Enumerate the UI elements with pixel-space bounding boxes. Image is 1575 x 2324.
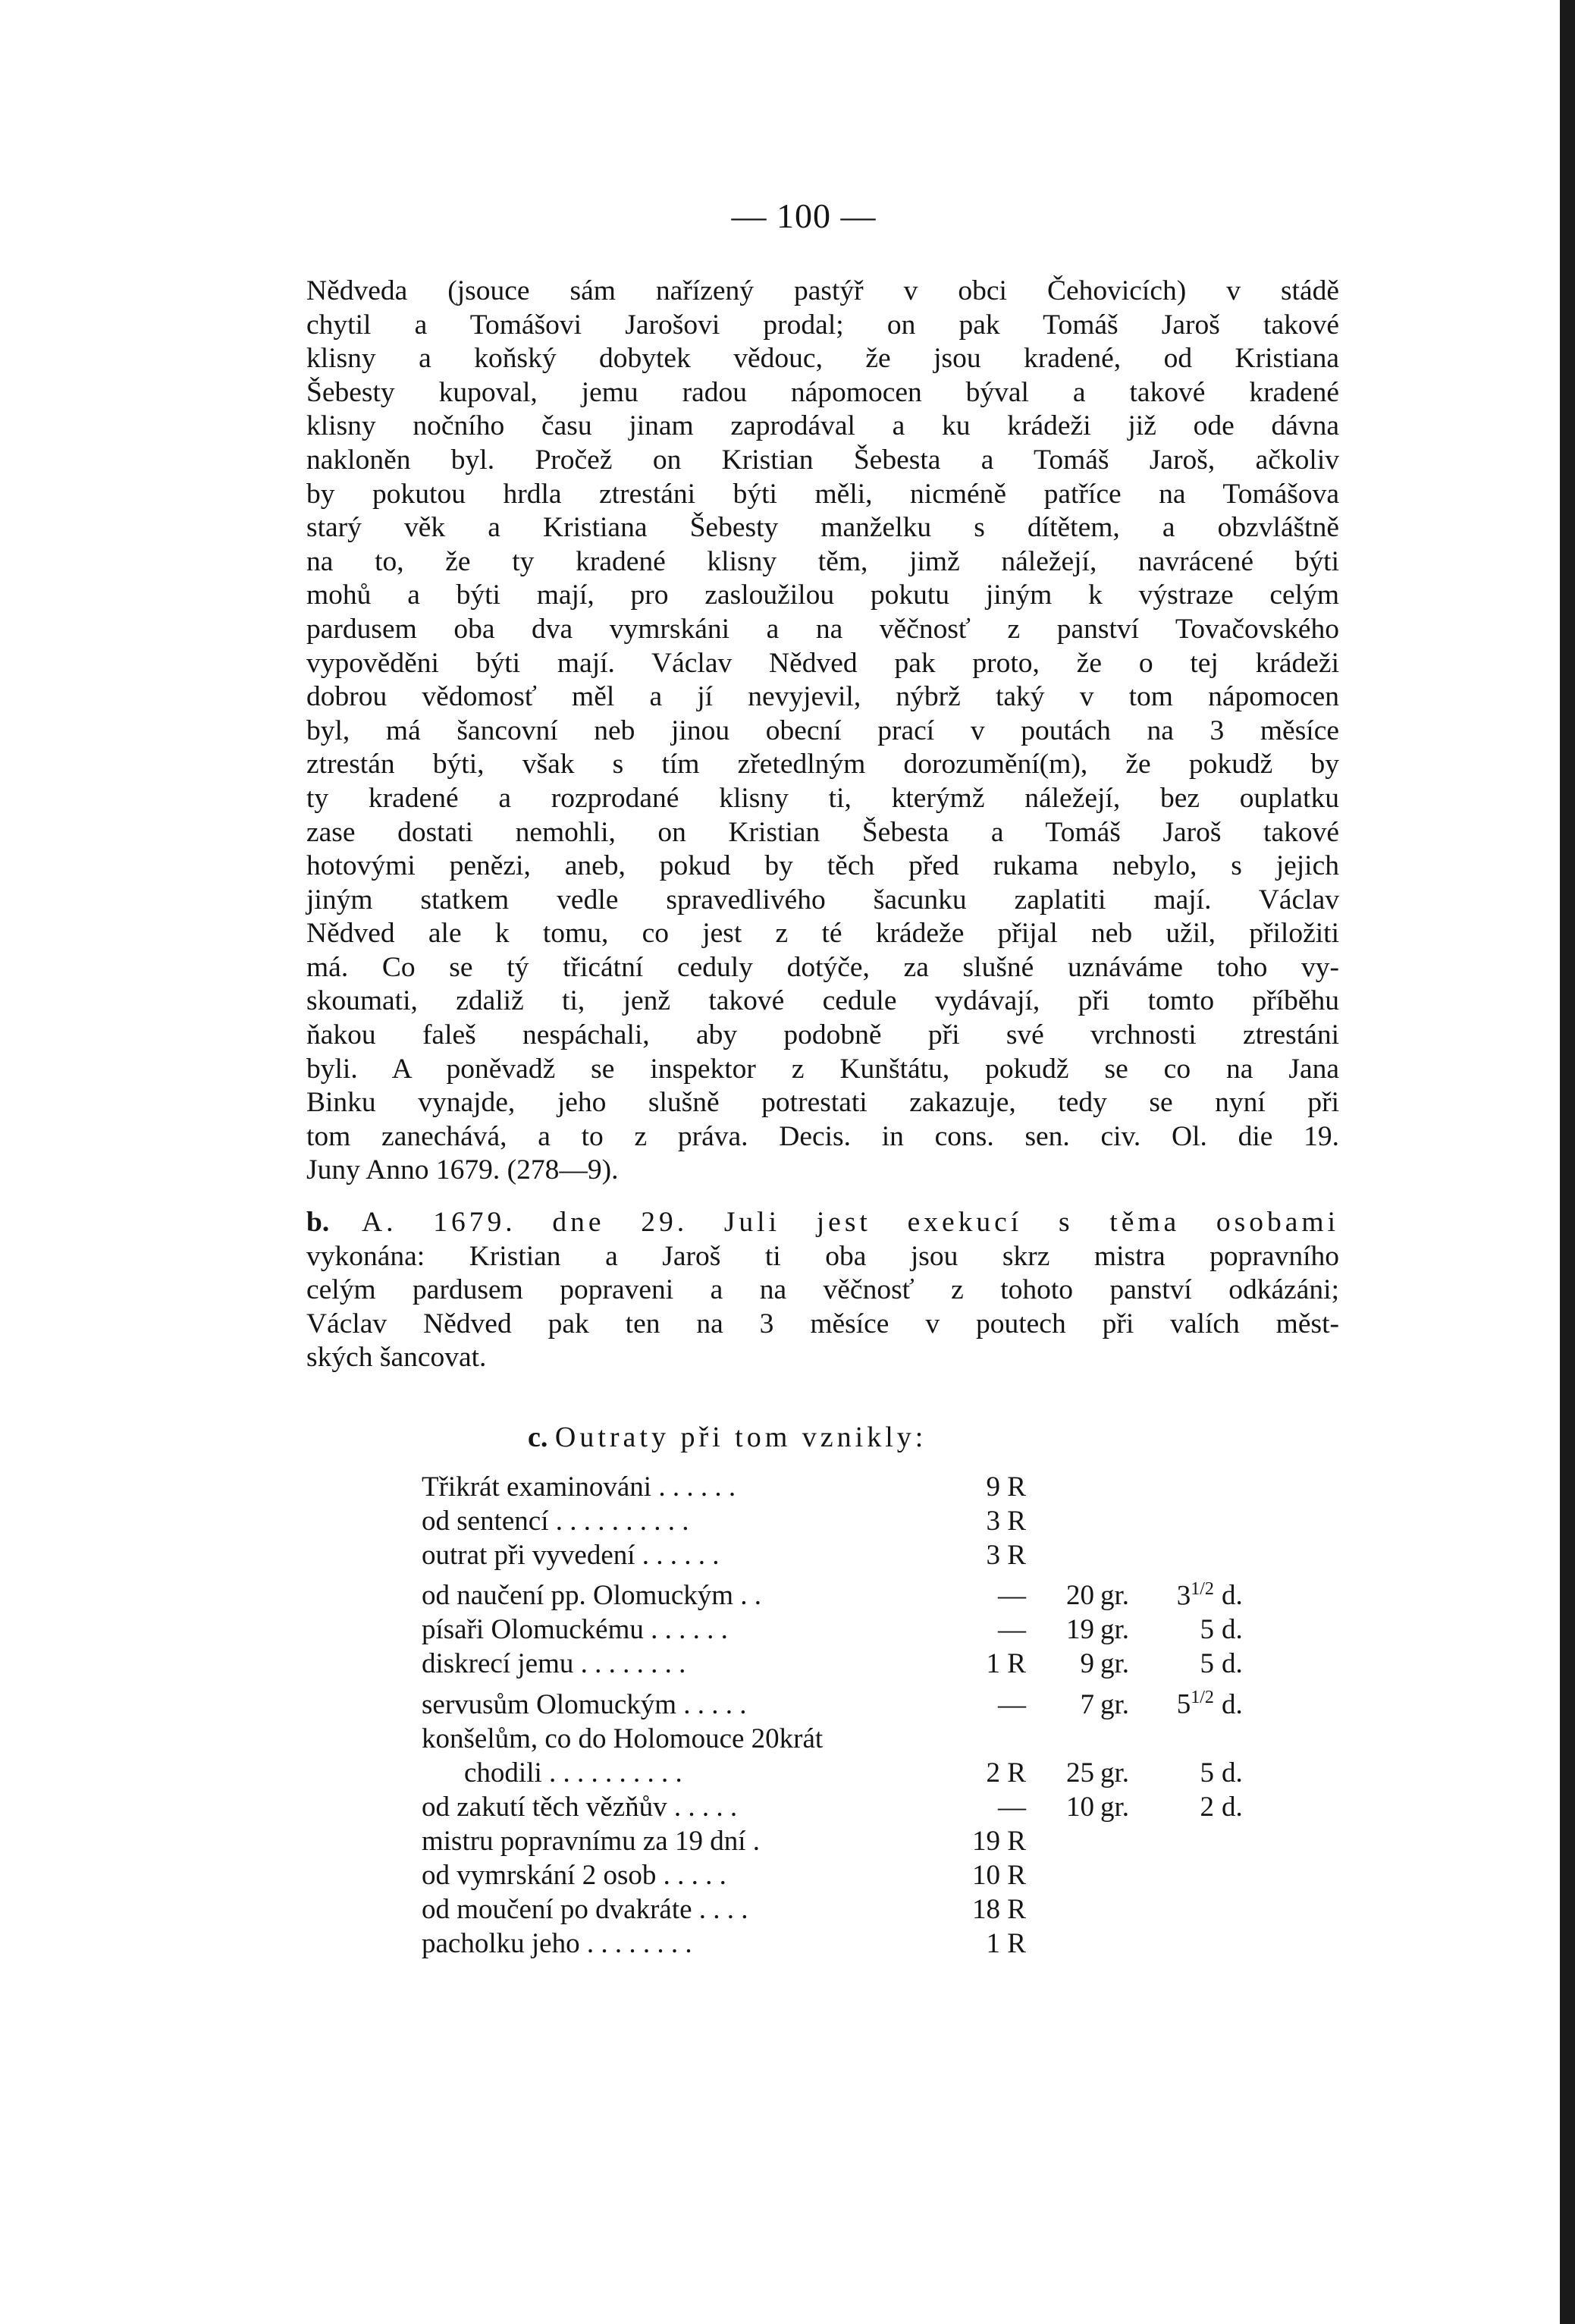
expense-groschen-unit: gr. [1100,1688,1129,1720]
expense-florins: 1 R [986,1648,1026,1680]
expense-denar-unit: d. [1221,1757,1243,1789]
section-b-line: Václav Nědved pak ten na 3 měsíce v poutech při valích měst- [306,1308,1339,1339]
expense-denar-value [1161,1824,1214,1858]
expense-denar-unit [1214,1722,1252,1756]
text-line: starý věk a Kristiana Šebesty manželku s dítětem, a obzvláštně [306,512,1339,544]
expense-denar-whole: 5 [1200,1757,1214,1789]
expense-groschen-unit [1094,1892,1161,1927]
expense-denar-whole: 5 [1200,1648,1214,1680]
section-b-heading: A. 1679. dne 29. Juli jest exekucí s těma osobami [361,1207,1339,1238]
text-line: tom zanechává, a to z práva. Decis. in cons. sen. civ. Ol. die 19. [306,1120,1339,1152]
expense-denar-value [1161,1722,1214,1756]
expense-denar-unit: d. [1221,1580,1243,1612]
expense-groschen-unit: gr. [1100,1791,1129,1823]
expense-item: diskrecí jemu . . . . . . . . [422,1648,686,1680]
expense-groschen-value: 7 [1080,1688,1094,1720]
text-line: na to, že ty kradené klisny těm, jimž náležejí, navrácené býti [306,545,1339,577]
expense-florins: 10 R [972,1859,1026,1891]
expense-denar-whole: 3 [1176,1580,1191,1612]
expense-groschen-unit [1094,1824,1161,1858]
section-b-body [306,1240,1339,1375]
section-b-line: celým pardusem popraveni a na věčnosť z tohoto panství odkázáni; [306,1274,1339,1306]
text-line: byli. A poněvadž se inspektor z Kunštátu, pokudž se co na Jana [306,1053,1339,1085]
expense-denar-unit [1214,1470,1252,1504]
text-line: ňakou faleš nespáchali, aby podobně při své vrchnosti ztrestáni [306,1019,1339,1051]
expense-row [422,1790,1252,1824]
expense-row [422,1722,1252,1756]
expense-florins: — [997,1614,1026,1646]
text-line: ty kradené a rozprodané klisny ti, kterýmž náležejí, bez ouplatku [306,782,1339,814]
expense-row [422,1470,1252,1504]
expense-groschen-value [1026,1470,1094,1504]
expense-florins [972,1722,1026,1756]
expense-denar-value [1161,1790,1214,1824]
expense-denar-value [1161,1647,1214,1681]
expense-groschen-unit [1094,1927,1161,1961]
text-line: chytil a Tomášovi Jarošovi prodal; on pak Tomáš Jaroš takové [306,309,1339,341]
expense-denar-unit [1214,1504,1252,1538]
expense-row [422,1824,1252,1858]
expense-row [422,1858,1252,1892]
expense-groschen-value [1026,1824,1094,1858]
section-b-label: b. [306,1207,330,1238]
expense-groschen-value [1026,1504,1094,1538]
expense-item: od moučení po dvakráte . . . . [422,1893,748,1925]
expense-row [422,1756,1252,1790]
expense-item: písaři Olomuckému . . . . . . [422,1614,728,1646]
expense-denar-value [1161,1504,1214,1538]
text-line: dobrou vědomosť měl a jí nevyjevil, nýbrž taký v tom nápomocen [306,681,1339,713]
text-line: Nědveda (jsouce sám nařízený pastýř v obci Čehovicích) v stádě [306,275,1339,306]
text-line: klisny nočního času jinam zaprodával a ku krádeži již ode dávna [306,410,1339,442]
expense-groschen-value [1026,1927,1094,1961]
expense-row [422,1681,1252,1721]
expense-row [422,1647,1252,1681]
text-line: pardusem oba dva vymrskáni a na věčnosť z panství Tovačovského [306,613,1339,645]
expense-item: chodili . . . . . . . . . . [464,1757,682,1789]
expense-denar-value [1161,1858,1214,1892]
section-b [306,1206,1339,1375]
expense-groschen-value: 10 [1065,1791,1094,1823]
text-line: by pokutou hrdla ztrestáni býti měli, nicméně patříce na Tomášova [306,478,1339,510]
expense-denar-fraction: 1/2 [1191,1688,1214,1708]
expense-groschen-unit [1094,1538,1161,1572]
expense-groschen-value [1026,1722,1094,1756]
section-b-heading-line [306,1206,1339,1240]
expense-item: od vymrskání 2 osob . . . . . [422,1859,726,1891]
expense-groschen-unit: gr. [1100,1580,1129,1612]
text-line: klisny a koňský dobytek vědouc, že jsou kradené, od Kristiana [306,343,1339,375]
text-line: Nědved ale k tomu, co jest z té krádeže přijal neb užil, přiložiti [306,918,1339,950]
expense-denar-whole: 2 [1200,1791,1214,1823]
text-line: vypověděni býti mají. Václav Nědved pak proto, že o tej krádeži [306,647,1339,679]
text-line: ztrestán býti, však s tím zřetedlným dorozumění(m), že pokudž by [306,749,1339,780]
text-line: nakloněn byl. Pročež on Kristian Šebesta a Tomáš Jaroš, ačkoliv [306,444,1339,476]
text-line: Šebesty kupoval, jemu radou nápomocen býval a takové kradené [306,376,1339,408]
expense-denar-unit: d. [1221,1648,1243,1680]
expense-groschen-unit [1094,1858,1161,1892]
section-c-heading-line [528,1421,927,1454]
expense-groschen-value [1026,1892,1094,1927]
expense-denar-value [1161,1470,1214,1504]
expense-denar-value [1161,1572,1214,1613]
text-line: Binku vynajde, jeho slušně potrestati zakazuje, tedy se nyní při [306,1087,1339,1119]
expense-groschen-value: 20 [1065,1580,1094,1612]
expense-denar-whole: 5 [1176,1688,1191,1720]
expense-row [422,1927,1252,1961]
expense-groschen-unit [1094,1722,1161,1756]
expense-florins: 2 R [986,1757,1026,1789]
expense-denar-unit: d. [1221,1791,1243,1823]
expense-denar-unit: d. [1221,1688,1243,1720]
expense-groschen-value: 9 [1080,1648,1094,1680]
expense-groschen-value [1026,1858,1094,1892]
expense-item: servusům Olomuckým . . . . . [422,1688,747,1720]
expense-table [422,1470,1252,1961]
text-line: skoumati, zdaliž ti, jenž takové cedule vydávají, při tomto příběhu [306,985,1339,1017]
expense-denar-unit [1214,1892,1252,1927]
expense-groschen-unit: gr. [1100,1757,1129,1789]
expense-item: outrat při vyvedení . . . . . . [422,1540,720,1571]
expense-row [422,1538,1252,1572]
expense-denar-value [1161,1681,1214,1721]
expense-denar-unit [1214,1927,1252,1961]
expense-denar-unit [1214,1824,1252,1858]
expense-denar-value [1161,1613,1214,1647]
expense-denar-value [1161,1538,1214,1572]
expense-florins: — [997,1688,1026,1720]
text-line: byl, má šancovní neb jinou obecní prací v poutách na 3 měsíce [306,714,1339,746]
section-b-line: ských šancovat. [306,1342,487,1374]
text-line: mohů a býti mají, pro zasloužilou pokutu jiným k výstraze celým [306,579,1339,611]
expense-item: mistru popravnímu za 19 dní . [422,1825,760,1857]
expense-row [422,1504,1252,1538]
page-number: — 100 — [731,196,877,235]
expense-florins: 1 R [986,1927,1026,1959]
text-line: má. Co se tý třicátní ceduly dotýče, za slušné uznáváme toho vy- [306,951,1339,983]
expense-florins: 19 R [972,1825,1026,1857]
expense-denar-value [1161,1927,1214,1961]
expense-item: od naučení pp. Olomuckým . . [422,1580,762,1612]
expense-florins: 3 R [986,1506,1026,1537]
expense-row [422,1572,1252,1613]
section-b-line: vykonána: Kristian a Jaroš ti oba jsou skrz mistra popravního [306,1240,1339,1272]
section-c-label: c. [528,1421,548,1453]
text-line: hotovými penězi, aneb, pokud by těch před rukama nebylo, s jejich [306,850,1339,882]
scan-dark-edge [1560,0,1575,2324]
expense-denar-value [1161,1756,1214,1790]
expense-denar-fraction: 1/2 [1191,1579,1214,1599]
expense-item: od zakutí těch vězňův . . . . . [422,1791,738,1823]
expense-groschen-unit: gr. [1100,1648,1129,1680]
expense-groschen-unit [1094,1470,1161,1504]
expense-denar-unit [1214,1858,1252,1892]
expense-item: pacholku jeho . . . . . . . . [422,1927,692,1959]
expense-groschen-value: 19 [1065,1614,1094,1646]
text-line: zase dostati nemohli, on Kristian Šebesta a Tomáš Jaroš takové [306,816,1339,848]
expense-item: od sentencí . . . . . . . . . . [422,1506,689,1537]
expense-florins: — [997,1580,1026,1612]
expense-florins: — [997,1791,1026,1823]
text-line: jiným statkem vedle spravedlivého šacunku zaplatiti mají. Václav [306,884,1339,915]
expense-groschen-value [1026,1538,1094,1572]
expense-denar-whole: 5 [1200,1614,1214,1646]
expense-florins: 3 R [986,1540,1026,1571]
main-paragraph [306,275,1339,1188]
expense-groschen-value: 25 [1065,1757,1094,1789]
expense-row [422,1892,1252,1927]
expense-item: konšelům, co do Holomouce 20krát [422,1723,824,1754]
expense-groschen-unit [1094,1504,1161,1538]
expense-florins: 18 R [972,1893,1026,1925]
expense-groschen-unit: gr. [1100,1614,1129,1646]
expense-item: Třikrát examinováni . . . . . . [422,1471,736,1503]
expense-florins: 9 R [986,1471,1026,1503]
expense-denar-value [1161,1892,1214,1927]
expense-denar-unit [1214,1538,1252,1572]
section-c-heading: Outraty při tom vznikly: [554,1421,927,1453]
expense-denar-unit: d. [1221,1614,1243,1646]
text-line: Juny Anno 1679. (278—9). [306,1154,619,1186]
expense-row [422,1613,1252,1647]
